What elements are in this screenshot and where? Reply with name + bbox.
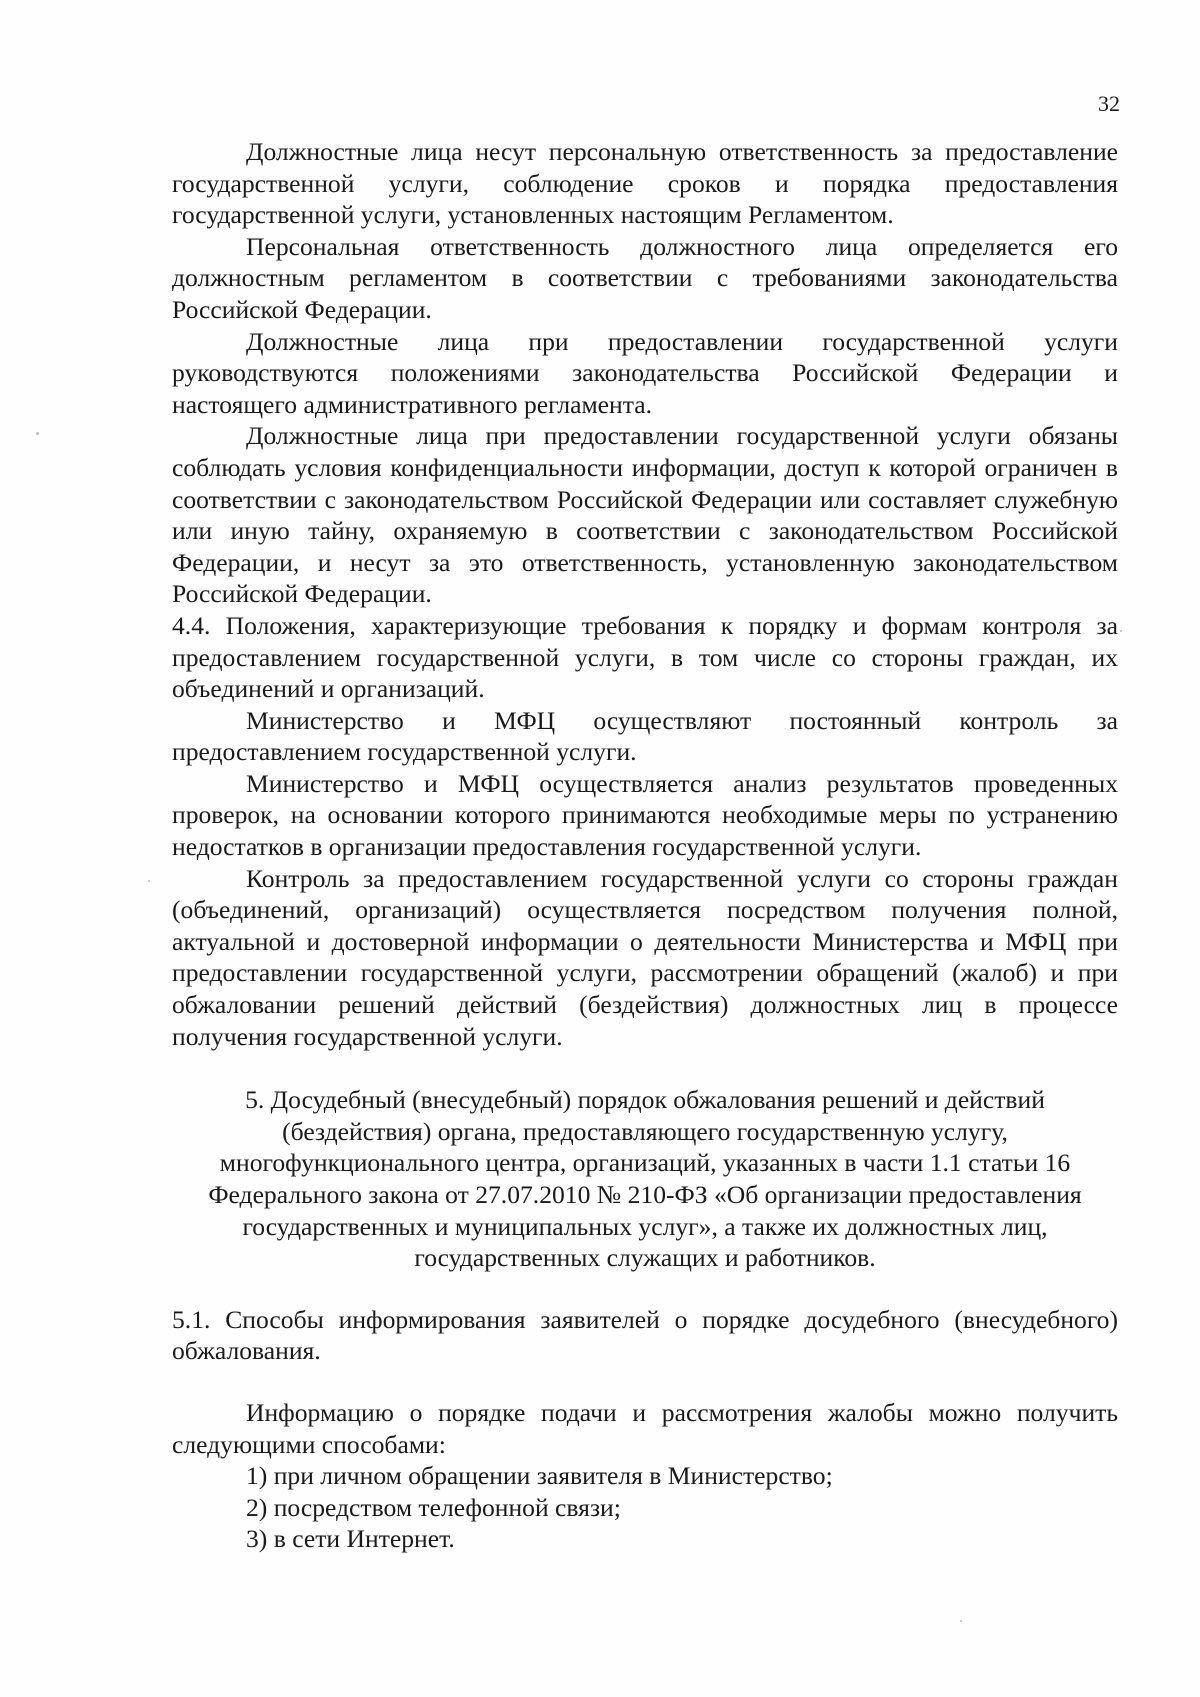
- paragraph-info-methods: Информацию о порядке подачи и рассмотрения жалобы можно получить следующими способами:: [172, 1397, 1118, 1459]
- paragraph-responsibility: Должностные лица несут персональную ответственность за предоставление государственной услуги, соблюдение сроков и порядка предоставления государственной услуги, установленных настоящим Регламентом.: [172, 137, 1118, 230]
- paragraph-analysis: Министерство и МФЦ осуществляется анализ результатов проведенных проверок, на основании которого принимаются необходимые меры по устранению недостатков в организации предоставления государственной услуги.: [172, 768, 1118, 862]
- document-body: [172, 136, 1118, 1555]
- scan-speck: [36, 432, 39, 435]
- list-item: 2) посредством телефонной связи;: [246, 1492, 621, 1522]
- section-5-heading-line: государственных и муниципальных услуг», а также их должностных лиц,: [242, 1211, 1048, 1241]
- paragraph-citizen-control: Контроль за предоставлением государственной услуги со стороны граждан (объединений, организаций) осуществляется посредством получения полной, актуальной и достоверной информации о деятельности Министерства и МФЦ при предоставлении государственной услуги, рассмотрении обращений (жалоб) и при обжаловании решений действий (бездействия) должностных лиц в процессе получения государственной услуги.: [172, 863, 1118, 1051]
- section-5-heading-line: государственных служащих и работников.: [414, 1243, 876, 1273]
- section-5-heading-line: многофункционального центра, организаций, указанных в части 1.1 статьи 16: [219, 1148, 1071, 1178]
- section-5-1-title: 5.1. Способы информирования заявителей о порядке досудебного (внесудебного) обжалования.: [172, 1304, 1118, 1366]
- paragraph-constant-control: Министерство и МФЦ осуществляют постоянный контроль за предоставлением государственной услуги.: [172, 705, 1118, 767]
- scan-speck: [1120, 630, 1122, 632]
- paragraph-guided-by-legislation: Должностные лица при предоставлении государственной услуги руководствуются положениями законодательства Российской Федерации и настоящего административного регламента.: [172, 326, 1118, 419]
- paragraph-personal-responsibility: Персональная ответственность должностного лица определяется его должностным регламентом в соответствии с требованиями законодательства Российской Федерации.: [172, 231, 1118, 324]
- paragraph-confidentiality: Должностные лица при предоставлении государственной услуги обязаны соблюдать условия конфиденциальности информации, доступ к которой ограничен в соответствии с законодательством Российской Федерации или составляет служебную или иную тайну, охраняемую в соответствии с законодательством Российской Федерации, и несут за это ответственность, установленную законодательством Российской Федерации.: [172, 421, 1118, 609]
- section-4-4-title: 4.4. Положения, характеризующие требования к порядку и формам контроля за предоставлением государственной услуги, в том числе со стороны граждан, их объединений и организаций.: [172, 610, 1118, 704]
- list-item: 3) в сети Интернет.: [246, 1524, 455, 1554]
- section-5-heading-line: 5. Досудебный (внесудебный) порядок обжалования решений и действий: [245, 1085, 1045, 1115]
- page-number: 32: [1098, 91, 1120, 116]
- section-5-heading: [172, 1084, 1118, 1274]
- scan-speck: [148, 880, 150, 882]
- section-5-heading-line: Федерального закона от 27.07.2010 № 210-ФЗ «Об организации предоставления: [208, 1180, 1082, 1209]
- list-item: 1) при личном обращении заявителя в Министерство;: [246, 1461, 833, 1491]
- scan-speck: [960, 1620, 962, 1622]
- section-5-heading-line: (бездействия) органа, предоставляющего государственную услугу,: [282, 1116, 1008, 1146]
